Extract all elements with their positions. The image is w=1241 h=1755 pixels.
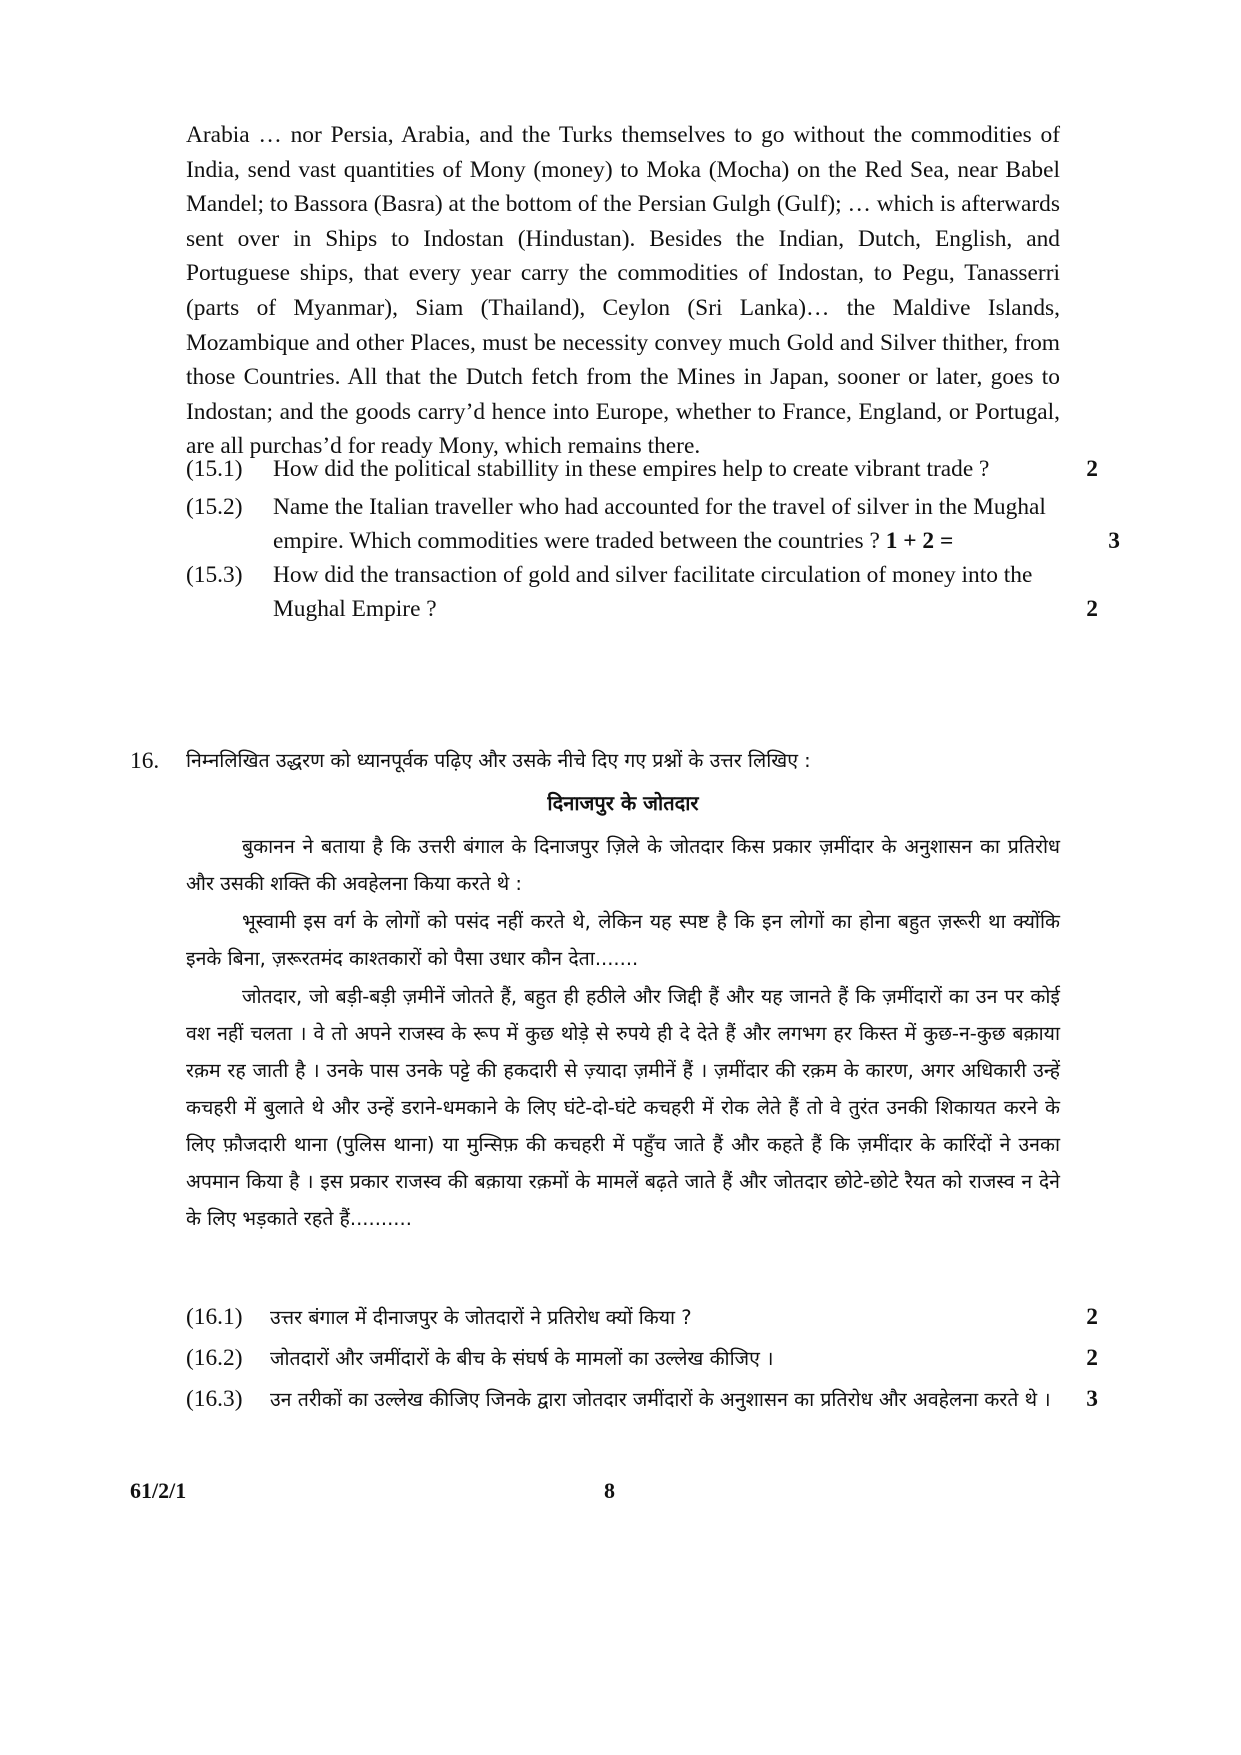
question-16-1	[186, 1299, 1120, 1336]
question-marks: 2	[1086, 596, 1098, 622]
question-16-2	[186, 1340, 1120, 1377]
question-15-2	[186, 490, 1120, 558]
passage-title: दिनाजपुर के जोतदार	[547, 791, 699, 815]
question-number: (16.3)	[186, 1386, 243, 1412]
question-marks: 3	[1086, 1386, 1098, 1412]
question-text: How did the political stabillity in these empires help to create vibrant trade ?	[273, 456, 990, 482]
question-16-number: 16.	[130, 748, 160, 774]
question-text: How did the transaction of gold and silver facilitate circulation of money into the Mughal Empire ?	[273, 562, 1033, 622]
question-number: (15.2)	[186, 494, 243, 520]
english-passage: Arabia … nor Persia, Arabia, and the Turks themselves to go without the commodities of India, send vast quantities of Mony (money) to Moka (Mocha) on the Red Sea, near Babel Mandel; to Bassora (Basra) at the bottom of the Persian Gulgh (Gulf); … which is afterwards sent over in Ships to Indostan (Hindustan). Besides the Indian, Dutch, English, and Portuguese ships, that every year carry the commodities of Indostan, to Pegu, Tanasserri (parts of Myanmar), Siam (Thailand), Ceylon (Sri Lanka)… the Maldive Islands, Mozambique and other Places, must be necessity convey much Gold and Silver thither, from those Countries. All that the Dutch fetch from the Mines in Japan, sooner or later, goes to Indostan; and the goods carry’d hence into Europe, whether to France, England, or Portugal, are all purchas’d for ready Mony, which remains there.	[186, 122, 1060, 460]
question-text-wrap	[273, 490, 1047, 558]
marks-breakdown: 1 + 2 =	[885, 528, 954, 554]
question-marks: 2	[1086, 1304, 1098, 1330]
page-number: 8	[604, 1478, 615, 1503]
question-16-3	[186, 1381, 1120, 1418]
question-number: (16.1)	[186, 1304, 243, 1330]
hindi-paragraph-3: जोतदार, जो बड़ी-बड़ी ज़मीनें जोतते हैं, बहुत ही हठीले और जिद्दी हैं और यह जानते हैं कि ज़मींदारों का उन पर कोई वश नहीं चलता । वे तो अपने राजस्व के रूप में कुछ थोड़े से रुपये ही दे देते हैं और लगभग हर किस्त में कुछ-न-कुछ बक़ाया रक़म रह जाती है । उनके पास उनके पट्टे की हकदारी से ज़्यादा ज़मीनें हैं । ज़मींदार की रक़म के कारण, अगर अधिकारी उन्हें कचहरी में बुलाते थे और उन्हें डराने-धमकाने के लिए घंटे-दो-घंटे कचहरी में रोक लेते हैं तो वे तुरंत उनकी शिकायत करने के लिए फ़ौजदारी थाना (पुलिस थाना) या मुन्सिफ़ की कचहरी में पहुँच जाते हैं और कहते हैं कि ज़मींदार के कारिंदों ने उनका अपमान किया है । इस प्रकार राजस्व की बक़ाया रक़मों के मामलें बढ़ते जाते हैं और जोतदार छोटे-छोटे रैयत को राजस्व न देने के लिए भड़काते रहते हैं..........	[186, 985, 1060, 1230]
paper-code: 61/2/1	[130, 1478, 187, 1503]
question-marks: 2	[1086, 456, 1098, 482]
question-text: Name the Italian traveller who had accounted for the travel of silver in the Mughal empire. Which commodities were traded between the countries ?	[273, 494, 1046, 554]
question-text: जोतदारों और जमींदारों के बीच के संघर्ष के मामलों का उल्लेख कीजिए ।	[270, 1347, 774, 1370]
question-text: उन तरीकों का उल्लेख कीजिए जिनके द्वारा जोतदार जमींदारों के अनुशासन का प्रतिरोध और अवहेलना करते थे ।	[270, 1388, 1051, 1411]
question-text: उत्तर बंगाल में दीनाजपुर के जोतदारों ने प्रतिरोध क्यों किया ?	[270, 1306, 692, 1329]
question-16-instruction: निम्नलिखित उद्धरण को ध्यानपूर्वक पढ़िए और उसके नीचे दिए गए प्रश्नों के उत्तर लिखिए :	[186, 749, 811, 772]
question-number: (15.1)	[186, 456, 243, 482]
hindi-paragraph-1: बुकानन ने बताया है कि उत्तरी बंगाल के दिनाजपुर ज़िले के जोतदार किस प्रकार ज़मींदार के अनुशासन का प्रतिरोध और उसकी शक्ति की अवहेलना किया करते थे :	[186, 835, 1060, 895]
question-marks: 2	[1086, 1345, 1098, 1371]
question-marks: 3	[1108, 528, 1120, 554]
question-number: (16.2)	[186, 1345, 243, 1371]
hindi-paragraph-2: भूस्वामी इस वर्ग के लोगों को पसंद नहीं करते थे, लेकिन यह स्पष्ट है कि इन लोगों का होना बहुत ज़रूरी था क्योंकि इनके बिना, ज़रूरतमंद काश्तकारों को पैसा उधार कौन देता.......	[186, 910, 1060, 970]
question-15-1	[186, 452, 1120, 486]
question-15-3	[186, 558, 1120, 626]
question-number: (15.3)	[186, 562, 243, 588]
